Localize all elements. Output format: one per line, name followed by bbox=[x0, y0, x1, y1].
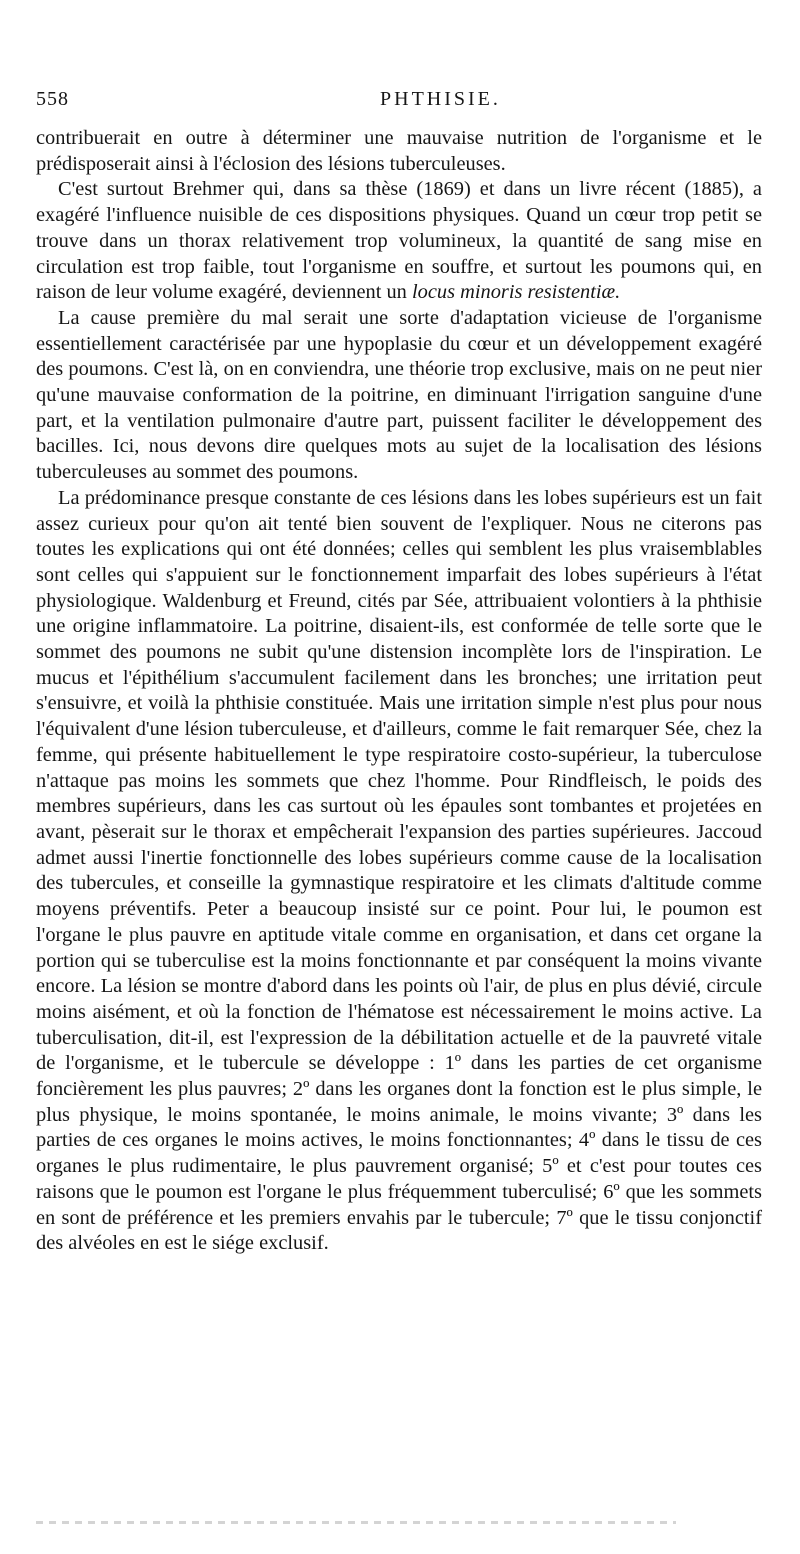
paragraph-text: C'est surtout Brehmer qui, dans sa thèse (1869) et dans un livre récent (1885), a exagéré l'influence nuisible de ces dispositions physiques. Quand un cœur trop petit se trouve dans un thorax relativement trop volumineux, la quantité de sang mise en circulation est trop faible, tout l'organisme en souffre, et surtout les poumons qui, en raison de leur volume exagéré, deviennent un bbox=[36, 178, 762, 304]
paragraph bbox=[36, 126, 762, 177]
paragraph bbox=[36, 486, 762, 1257]
page-number: 558 bbox=[36, 88, 69, 110]
body-text bbox=[36, 126, 762, 1257]
paragraph-text: La cause première du mal serait une sorte d'adaptation vicieuse de l'organisme essentiellement caractérisée par une hypoplasie du cœur et un développement exagéré des poumons. C'est là, on en conviendra, une théorie trop exclusive, mais on ne peut nier qu'une mauvaise conformation de la poitrine, en diminuant l'irrigation sanguine d'une part, et la ventilation pulmonaire d'autre part, puissent faciliter le développement des bacilles. Ici, nous devons dire quelques mots au sujet de la localisation des lésions tuberculeuses au sommet des poumons. bbox=[36, 306, 762, 484]
show-through-line bbox=[36, 1521, 676, 1524]
running-title: PHTHISIE. bbox=[380, 88, 501, 110]
latin-phrase: locus minoris resistentiæ. bbox=[411, 281, 621, 304]
paragraph bbox=[36, 177, 762, 306]
paragraph-text: contribuerait en outre à déterminer une mauvaise nutrition de l'organisme et le prédisposerait ainsi à l'éclosion des lésions tuberculeuses. bbox=[36, 127, 762, 175]
page-header bbox=[36, 88, 760, 118]
paragraph bbox=[36, 306, 762, 486]
paragraph-text: La prédominance presque constante de ces lésions dans les lobes supérieurs est un fait assez curieux pour qu'on ait tenté bien souvent de l'expliquer. Nous ne citerons pas toutes les explications qui ont été données; celles qui semblent les plus vraisemblables sont celles qui s'appuient sur le fonctionnement imparfait des lobes supérieurs à l'état physiologique. Waldenburg et Freund, cités par Sée, attribuaient volontiers à la phthisie une origine inflammatoire. La poitrine, disaient-ils, est conformée de telle sorte que le sommet des poumons ne subit qu'une distension incomplète lors de l'inspiration. Le mucus et l'épithélium s'accumulent facilement dans les bronches; une irritation peut s'ensuivre, et voilà la phthisie constituée. Mais une irritation simple n'est plus pour nous l'équivalent d'une lésion tuberculeuse, et d'ailleurs, comme le fait remarquer Sée, chez la femme, qui présente habituellement le type respiratoire costo-supérieur, la tuberculose n'attaque pas moins les sommets que chez l'homme. Pour Rindfleisch, le poids des membres supérieurs, dans les cas surtout où les épaules sont tombantes et projetées en avant, pèserait sur le thorax et empêcherait l'expansion des parties supérieures. Jaccoud admet aussi l'inertie fonctionnelle des lobes supérieurs comme cause de la localisation des tubercules, et conseille la gymnastique respiratoire et les climats d'altitude comme moyens préventifs. Peter a beaucoup insisté sur ce point. Pour lui, le poumon est l'organe le plus pauvre en aptitude vitale comme en organisation, et dans cet organe la portion qui se tuberculise est la moins fonctionnante et par conséquent la moins vivante encore. La lésion se montre d'abord dans les points où l'air, de plus en plus dévié, circule moins aisément, et où la fonction de l'hématose est nécessairement le moins active. La tuberculisation, dit-il, est l'expression de la débilitation actuelle et de la pauvreté vitale de l'organisme, et le tubercule se développe : 1º dans les parties de cet organisme foncièrement les plus pauvres; 2º dans les organes dont la fonction est le plus simple, le plus physique, le moins spontanée, le moins animale, le moins vivante; 3º dans les parties de ces organes le moins actives, le moins fonctionnantes; 4º dans le tissu de ces organes le plus rudimentaire, le plus pauvrement organisé; 5º et c'est pour toutes ces raisons que le poumon est l'organe le plus fréquemment tuberculisé; 6º que les sommets en sont de préférence et les premiers envahis par le tubercule; 7º que le tissu conjonctif des alvéoles en est le siége exclusif. bbox=[36, 486, 762, 1255]
